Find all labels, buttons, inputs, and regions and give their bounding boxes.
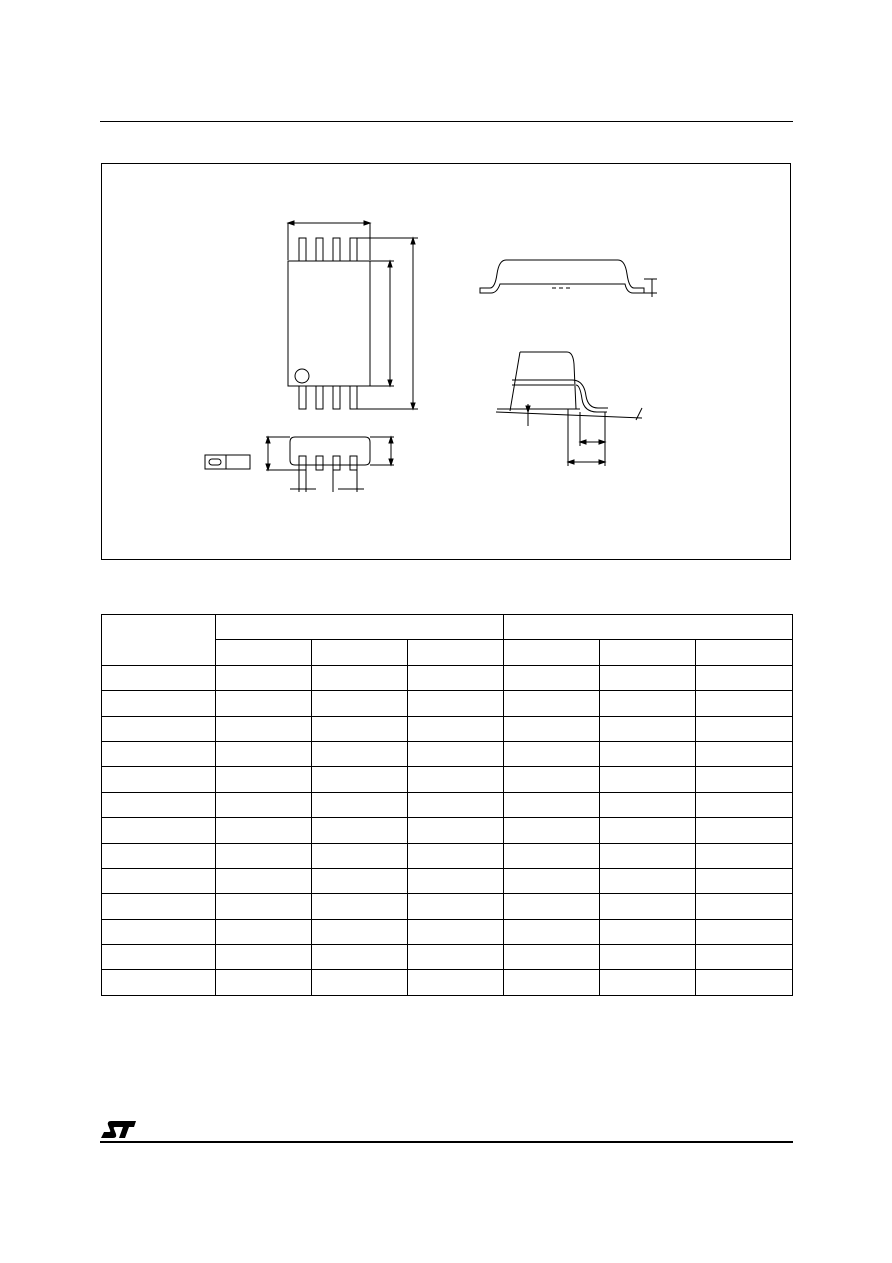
subheader-cell bbox=[216, 640, 312, 665]
dimension-symbol-cell bbox=[102, 716, 216, 741]
table-row bbox=[102, 919, 793, 944]
dimension-value-cell bbox=[408, 716, 504, 741]
dimension-value-cell bbox=[408, 818, 504, 843]
dimension-value-cell bbox=[600, 818, 696, 843]
dimension-value-cell bbox=[312, 970, 408, 996]
pin-top-4 bbox=[350, 238, 357, 261]
top-view bbox=[288, 221, 418, 409]
table-row bbox=[102, 868, 793, 893]
table-body bbox=[102, 665, 793, 995]
dimension-value-cell bbox=[312, 691, 408, 716]
dimension-value-cell bbox=[696, 894, 793, 919]
package-body bbox=[288, 261, 370, 386]
dimension-value-cell bbox=[600, 665, 696, 690]
pin-bottom-4 bbox=[350, 386, 357, 409]
dimension-symbol-cell bbox=[102, 792, 216, 817]
dimension-value-cell bbox=[216, 919, 312, 944]
pin-bottom-1 bbox=[299, 386, 306, 409]
pin-top-3 bbox=[333, 238, 340, 261]
dimension-symbol-cell bbox=[102, 843, 216, 868]
table-row bbox=[102, 970, 793, 996]
dimension-symbol-cell bbox=[102, 945, 216, 970]
dimension-value-cell bbox=[408, 919, 504, 944]
side-body bbox=[290, 437, 370, 465]
dimension-value-cell bbox=[504, 767, 600, 792]
subheader-cell bbox=[408, 640, 504, 665]
dimension-value-cell bbox=[600, 716, 696, 741]
dimension-value-cell bbox=[312, 868, 408, 893]
table-row bbox=[102, 818, 793, 843]
seating-plane bbox=[496, 412, 642, 418]
dimension-value-cell bbox=[696, 767, 793, 792]
pin-detail-box bbox=[205, 455, 226, 469]
dimension-symbol-cell bbox=[102, 868, 216, 893]
dimension-value-cell bbox=[696, 741, 793, 766]
dimension-symbol-cell bbox=[102, 665, 216, 690]
dimension-value-cell bbox=[600, 868, 696, 893]
dimension-value-cell bbox=[312, 792, 408, 817]
pin-top-2 bbox=[316, 238, 323, 261]
dimension-value-cell bbox=[600, 691, 696, 716]
side-view bbox=[205, 437, 394, 492]
header-rule bbox=[100, 121, 793, 122]
dimension-symbol-cell bbox=[102, 919, 216, 944]
dimension-value-cell bbox=[216, 945, 312, 970]
dimension-value-cell bbox=[696, 945, 793, 970]
dimension-value-cell bbox=[504, 843, 600, 868]
dimension-value-cell bbox=[696, 691, 793, 716]
dimension-value-cell bbox=[312, 716, 408, 741]
dimension-value-cell bbox=[600, 970, 696, 996]
table-row bbox=[102, 691, 793, 716]
dimension-value-cell bbox=[408, 970, 504, 996]
dimension-value-cell bbox=[504, 691, 600, 716]
dimension-value-cell bbox=[312, 767, 408, 792]
dimension-value-cell bbox=[504, 894, 600, 919]
dimension-value-cell bbox=[600, 741, 696, 766]
dimension-symbol-cell bbox=[102, 970, 216, 996]
package-outline-drawing bbox=[102, 164, 792, 561]
footer-rule bbox=[100, 1141, 793, 1143]
dimension-value-cell bbox=[504, 741, 600, 766]
dimension-value-cell bbox=[600, 919, 696, 944]
dimension-value-cell bbox=[408, 843, 504, 868]
dimension-value-cell bbox=[408, 894, 504, 919]
dimension-value-cell bbox=[504, 970, 600, 996]
pin-section-icon bbox=[209, 459, 221, 465]
dimension-value-cell bbox=[216, 843, 312, 868]
dimension-symbol-cell bbox=[102, 767, 216, 792]
dimension-value-cell bbox=[408, 767, 504, 792]
dimension-value-cell bbox=[312, 894, 408, 919]
dimension-value-cell bbox=[504, 792, 600, 817]
header-dim-cell bbox=[102, 615, 216, 666]
st-logo bbox=[99, 1116, 137, 1140]
table-row bbox=[102, 767, 793, 792]
dimension-value-cell bbox=[408, 792, 504, 817]
dimension-value-cell bbox=[312, 919, 408, 944]
dimension-value-cell bbox=[216, 970, 312, 996]
dimension-value-cell bbox=[216, 767, 312, 792]
end-view bbox=[480, 260, 657, 297]
lead-detail bbox=[496, 352, 642, 466]
dimension-value-cell bbox=[696, 792, 793, 817]
dimension-symbol-cell bbox=[102, 818, 216, 843]
dimension-value-cell bbox=[408, 741, 504, 766]
pin1-marker bbox=[295, 369, 309, 383]
subheader-cell bbox=[696, 640, 793, 665]
dimension-value-cell bbox=[216, 741, 312, 766]
table-row bbox=[102, 741, 793, 766]
dimension-value-cell bbox=[696, 843, 793, 868]
dimension-value-cell bbox=[312, 741, 408, 766]
dimension-value-cell bbox=[312, 843, 408, 868]
dimension-value-cell bbox=[216, 894, 312, 919]
header-group-mm bbox=[216, 615, 504, 640]
table-row bbox=[102, 945, 793, 970]
dimension-value-cell bbox=[216, 868, 312, 893]
dimension-value-cell bbox=[312, 665, 408, 690]
dimension-value-cell bbox=[600, 767, 696, 792]
dimension-value-cell bbox=[600, 843, 696, 868]
dimension-value-cell bbox=[600, 945, 696, 970]
dimension-value-cell bbox=[696, 716, 793, 741]
subheader-cell bbox=[504, 640, 600, 665]
dimension-value-cell bbox=[216, 716, 312, 741]
dimension-value-cell bbox=[504, 716, 600, 741]
dimension-value-cell bbox=[504, 818, 600, 843]
table-header-row bbox=[102, 615, 793, 640]
subheader-cell bbox=[312, 640, 408, 665]
dimension-symbol-cell bbox=[102, 741, 216, 766]
dimension-value-cell bbox=[408, 945, 504, 970]
table-row bbox=[102, 843, 793, 868]
dimension-value-cell bbox=[312, 945, 408, 970]
dimension-value-cell bbox=[216, 691, 312, 716]
dimensions-table bbox=[101, 614, 793, 996]
dimension-value-cell bbox=[504, 665, 600, 690]
header-group-inch bbox=[504, 615, 793, 640]
dimension-value-cell bbox=[408, 665, 504, 690]
dimension-value-cell bbox=[696, 868, 793, 893]
dimension-value-cell bbox=[312, 818, 408, 843]
subheader-cell bbox=[600, 640, 696, 665]
table-row bbox=[102, 716, 793, 741]
table-row bbox=[102, 792, 793, 817]
dimension-value-cell bbox=[408, 691, 504, 716]
dimension-value-cell bbox=[216, 792, 312, 817]
dimension-value-cell bbox=[504, 868, 600, 893]
pin-bottom-3 bbox=[333, 386, 340, 409]
dimension-value-cell bbox=[216, 818, 312, 843]
table-row bbox=[102, 665, 793, 690]
package-drawing-frame bbox=[101, 163, 791, 560]
dimension-value-cell bbox=[216, 665, 312, 690]
dimension-value-cell bbox=[696, 665, 793, 690]
dimension-value-cell bbox=[600, 792, 696, 817]
pin-top-1 bbox=[299, 238, 306, 261]
dimension-value-cell bbox=[696, 919, 793, 944]
pin-bottom-2 bbox=[316, 386, 323, 409]
dimension-symbol-cell bbox=[102, 691, 216, 716]
table-row bbox=[102, 894, 793, 919]
dimension-value-cell bbox=[696, 970, 793, 996]
dimension-value-cell bbox=[600, 894, 696, 919]
dimension-symbol-cell bbox=[102, 894, 216, 919]
dimension-value-cell bbox=[504, 945, 600, 970]
dimension-value-cell bbox=[696, 818, 793, 843]
dimension-value-cell bbox=[408, 868, 504, 893]
dimension-value-cell bbox=[504, 919, 600, 944]
